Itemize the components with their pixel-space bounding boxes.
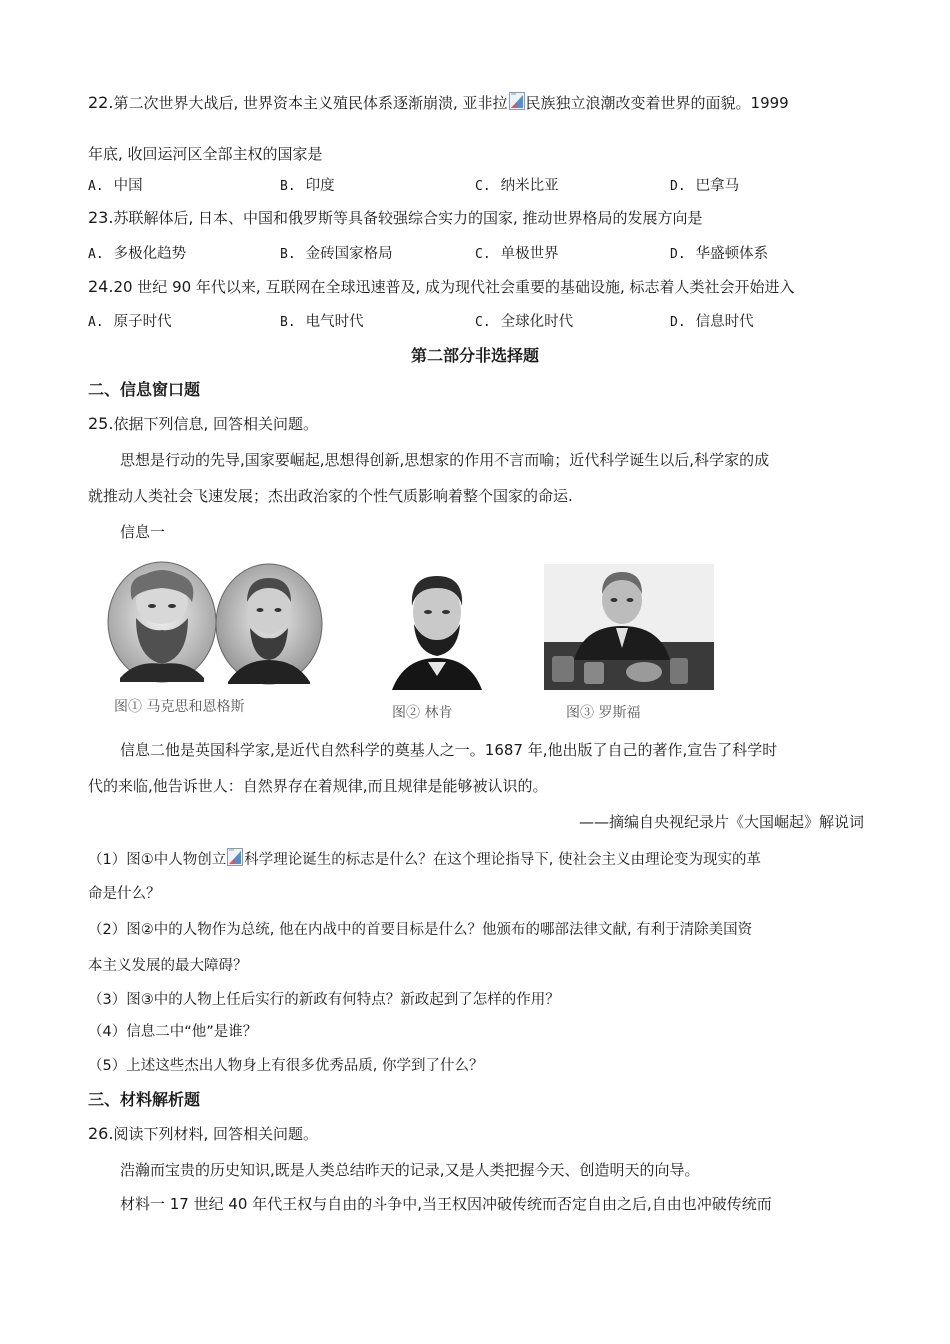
q26-intro: 阅读下列材料, 回答相关问题。 (113, 1125, 318, 1143)
engels-portrait (214, 562, 324, 691)
q24-options (88, 312, 868, 332)
figure1-caption: 图① 马克思和恩格斯 (114, 699, 245, 715)
q25-para1-line1: 思想是行动的先导,国家要崛起,思想得创新,思想家的作用不言而喻；近代科学诞生以后,科学家的成 (120, 451, 770, 469)
q22-options (88, 176, 868, 196)
q24-option-d[interactable] (670, 312, 754, 333)
option-text: 多极化趋势 (113, 246, 187, 262)
option-letter: B. (280, 315, 296, 330)
figure2-caption: 图② 林肯 (392, 705, 453, 721)
broken-image-icon (509, 92, 525, 110)
q25-sub1-text-b: 科学理论诞生的标志是什么？在这个理论指导下, 使社会主义由理论变为现实的革 (244, 852, 761, 868)
q25-sub2-line2: 本主义发展的最大障碍？ (88, 958, 248, 974)
option-text: 原子时代 (113, 314, 172, 330)
option-text: 电气时代 (305, 314, 364, 330)
option-letter: A. (88, 315, 104, 330)
option-text: 华盛顿体系 (695, 246, 769, 262)
option-letter: B. (280, 179, 296, 194)
q25-sub4: （4）信息二中“他”是谁？ (88, 1024, 258, 1040)
q25-sub2-line1: （2）图②中的人物作为总统, 他在内战中的首要目标是什么？他颁布的哪部法律文献, 有利于清除美国资 (88, 922, 753, 938)
broken-image-icon (227, 848, 243, 866)
q25-intro: 依据下列信息, 回答相关问题。 (113, 415, 318, 433)
q24-line (88, 277, 795, 297)
q23-options (88, 244, 868, 264)
section3-title: 三、材料解析题 (88, 1090, 201, 1109)
option-letter: D. (670, 315, 686, 330)
q22-line2: 年底, 收回运河区全部主权的国家是 (88, 145, 323, 163)
option-text: 金砖国家格局 (305, 246, 393, 262)
part2-title: 第二部分非选择题 (410, 346, 539, 365)
q25-para1-line2: 就推动人类社会飞速发展；杰出政治家的个性气质影响着整个国家的命运. (88, 487, 573, 505)
option-letter: A. (88, 179, 104, 194)
q22-text-b: 民族独立浪潮改变着世界的面貌。1999 (525, 94, 789, 112)
q23-option-b[interactable] (280, 244, 393, 265)
q22-line1 (88, 92, 789, 113)
q23-number: 23. (88, 208, 114, 227)
q25-info2-line1: 信息二他是英国科学家,是近代自然科学的奠基人之一。1687 年,他出版了自己的著作,宣告了科学时 (120, 741, 778, 759)
option-text: 中国 (113, 178, 143, 194)
q26-intro-line (88, 1124, 318, 1144)
marx-portrait (106, 560, 218, 689)
q22-option-d[interactable] (670, 176, 739, 197)
q25-sub1-text-a: （1）图①中人物创立 (88, 852, 227, 868)
q22-number: 22. (88, 93, 114, 112)
option-letter: C. (475, 315, 491, 330)
q25-sub1-line2: 命是什么？ (88, 886, 161, 902)
q23-option-a[interactable] (88, 244, 186, 265)
option-letter: C. (475, 179, 491, 194)
q25-sub1-line1 (88, 848, 761, 870)
q24-number: 24. (88, 277, 114, 296)
q26-para1: 浩瀚而宝贵的历史知识,既是人类总结昨天的记录,又是人类把握今天、创造明天的向导。 (120, 1161, 700, 1179)
q22-text-a: 第二次世界大战后, 世界资本主义殖民体系逐渐崩溃, 亚非拉 (113, 94, 508, 112)
option-text: 单极世界 (500, 246, 559, 262)
q25-intro-line (88, 414, 318, 434)
q25-info1-label: 信息一 (120, 523, 166, 541)
section2-title: 二、信息窗口题 (88, 380, 201, 399)
q23-text: 苏联解体后, 日本、中国和俄罗斯等具备较强综合实力的国家, 推动世界格局的发展方向是 (113, 209, 703, 227)
option-letter: B. (280, 247, 296, 262)
option-text: 全球化时代 (500, 314, 574, 330)
q25-number: 25. (88, 414, 114, 433)
option-text: 巴拿马 (695, 178, 740, 194)
option-letter: D. (670, 247, 686, 262)
option-letter: A. (88, 247, 104, 262)
q24-option-b[interactable] (280, 312, 364, 333)
q23-option-d[interactable] (670, 244, 768, 265)
q22-option-a[interactable] (88, 176, 143, 197)
q26-material1: 材料一 17 世纪 40 年代王权与自由的斗争中,当王权因冲破传统而否定自由之后,自由也冲破传统而 (120, 1195, 772, 1213)
q26-number: 26. (88, 1124, 114, 1143)
q24-text: 20 世纪 90 年代以来, 互联网在全球迅速普及, 成为现代社会重要的基础设施, 标志着人类社会开始进入 (113, 278, 795, 296)
option-text: 印度 (305, 178, 335, 194)
q24-option-c[interactable] (475, 312, 573, 333)
q23-option-c[interactable] (475, 244, 559, 265)
q22-option-b[interactable] (280, 176, 335, 197)
q25-source: ——摘编自央视纪录片《大国崛起》解说词 (578, 813, 864, 831)
figure3-caption: 图③ 罗斯福 (566, 705, 641, 721)
option-letter: C. (475, 247, 491, 262)
q22-option-c[interactable] (475, 176, 559, 197)
option-text: 信息时代 (695, 314, 754, 330)
q25-sub5: （5）上述这些杰出人物身上有很多优秀品质, 你学到了什么？ (88, 1058, 484, 1074)
option-text: 纳米比亚 (500, 178, 559, 194)
q25-info2-line2: 代的来临,他告诉世人：自然界存在着规律,而且规律是能够被认识的。 (88, 777, 548, 795)
q23-line (88, 208, 703, 228)
q25-sub3: （3）图③中的人物上任后实行的新政有何特点？新政起到了怎样的作用？ (88, 992, 560, 1008)
portrait-figures (100, 560, 720, 730)
lincoln-portrait (382, 566, 492, 696)
roosevelt-portrait (544, 564, 714, 694)
option-letter: D. (670, 179, 686, 194)
q24-option-a[interactable] (88, 312, 172, 333)
